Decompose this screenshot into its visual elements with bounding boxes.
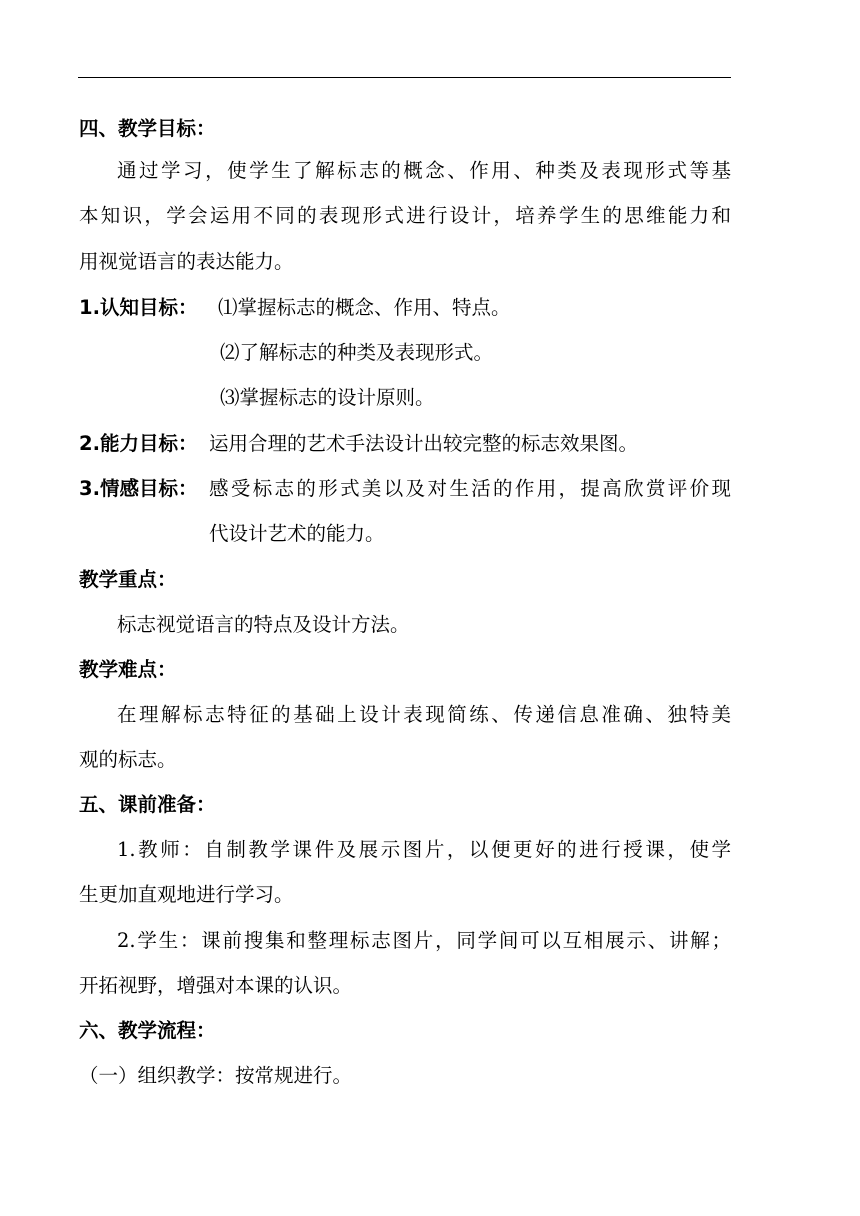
- header-rule: [78, 77, 731, 78]
- emotion-label: 3.情感目标：: [79, 477, 198, 500]
- objectives-intro-line-1: 通过学习，使学生了解标志的概念、作用、种类及表现形式等基: [117, 159, 731, 182]
- ability-text: 运用合理的艺术手法设计出较完整的标志效果图。: [209, 432, 639, 455]
- emotion-line-1: 感受标志的形式美以及对生活的作用，提高欣赏评价现: [209, 477, 731, 500]
- prep-student-line-1: 2.学生：课前搜集和整理标志图片，同学间可以互相展示、讲解；: [117, 929, 731, 952]
- ability-label: 2.能力目标：: [79, 432, 198, 455]
- cognitive-item-2: ⑵了解标志的种类及表现形式。: [220, 341, 494, 364]
- section6-heading: 六、教学流程：: [79, 1019, 216, 1042]
- difficulty-label: 教学难点：: [79, 658, 177, 681]
- cognitive-item-3: ⑶掌握标志的设计原则。: [220, 386, 435, 409]
- key-point-text: 标志视觉语言的特点及设计方法。: [117, 613, 410, 636]
- flow-step-1: （一）组织教学：按常规进行。: [79, 1064, 353, 1087]
- difficulty-line-2: 观的标志。: [79, 748, 177, 771]
- key-point-label: 教学重点：: [79, 568, 177, 591]
- objectives-intro-line-2: 本知识，学会运用不同的表现形式进行设计，培养学生的思维能力和: [79, 204, 731, 227]
- prep-teacher-line-1: 1.教师：自制教学课件及展示图片，以便更好的进行授课，使学: [117, 838, 731, 861]
- objectives-intro-line-3: 用视觉语言的表达能力。: [79, 250, 294, 273]
- emotion-line-2: 代设计艺术的能力。: [209, 522, 385, 545]
- section5-heading: 五、课前准备：: [79, 793, 216, 816]
- section4-heading: 四、教学目标：: [79, 117, 216, 140]
- cognitive-label: 1.认知目标：: [79, 296, 198, 319]
- prep-student-line-2: 开拓视野，增强对本课的认识。: [79, 974, 353, 997]
- prep-teacher-line-2: 生更加直观地进行学习。: [79, 883, 294, 906]
- cognitive-item-1: ⑴掌握标志的概念、作用、特点。: [218, 296, 511, 319]
- difficulty-line-1: 在理解标志特征的基础上设计表现简练、传递信息准确、独特美: [117, 703, 731, 726]
